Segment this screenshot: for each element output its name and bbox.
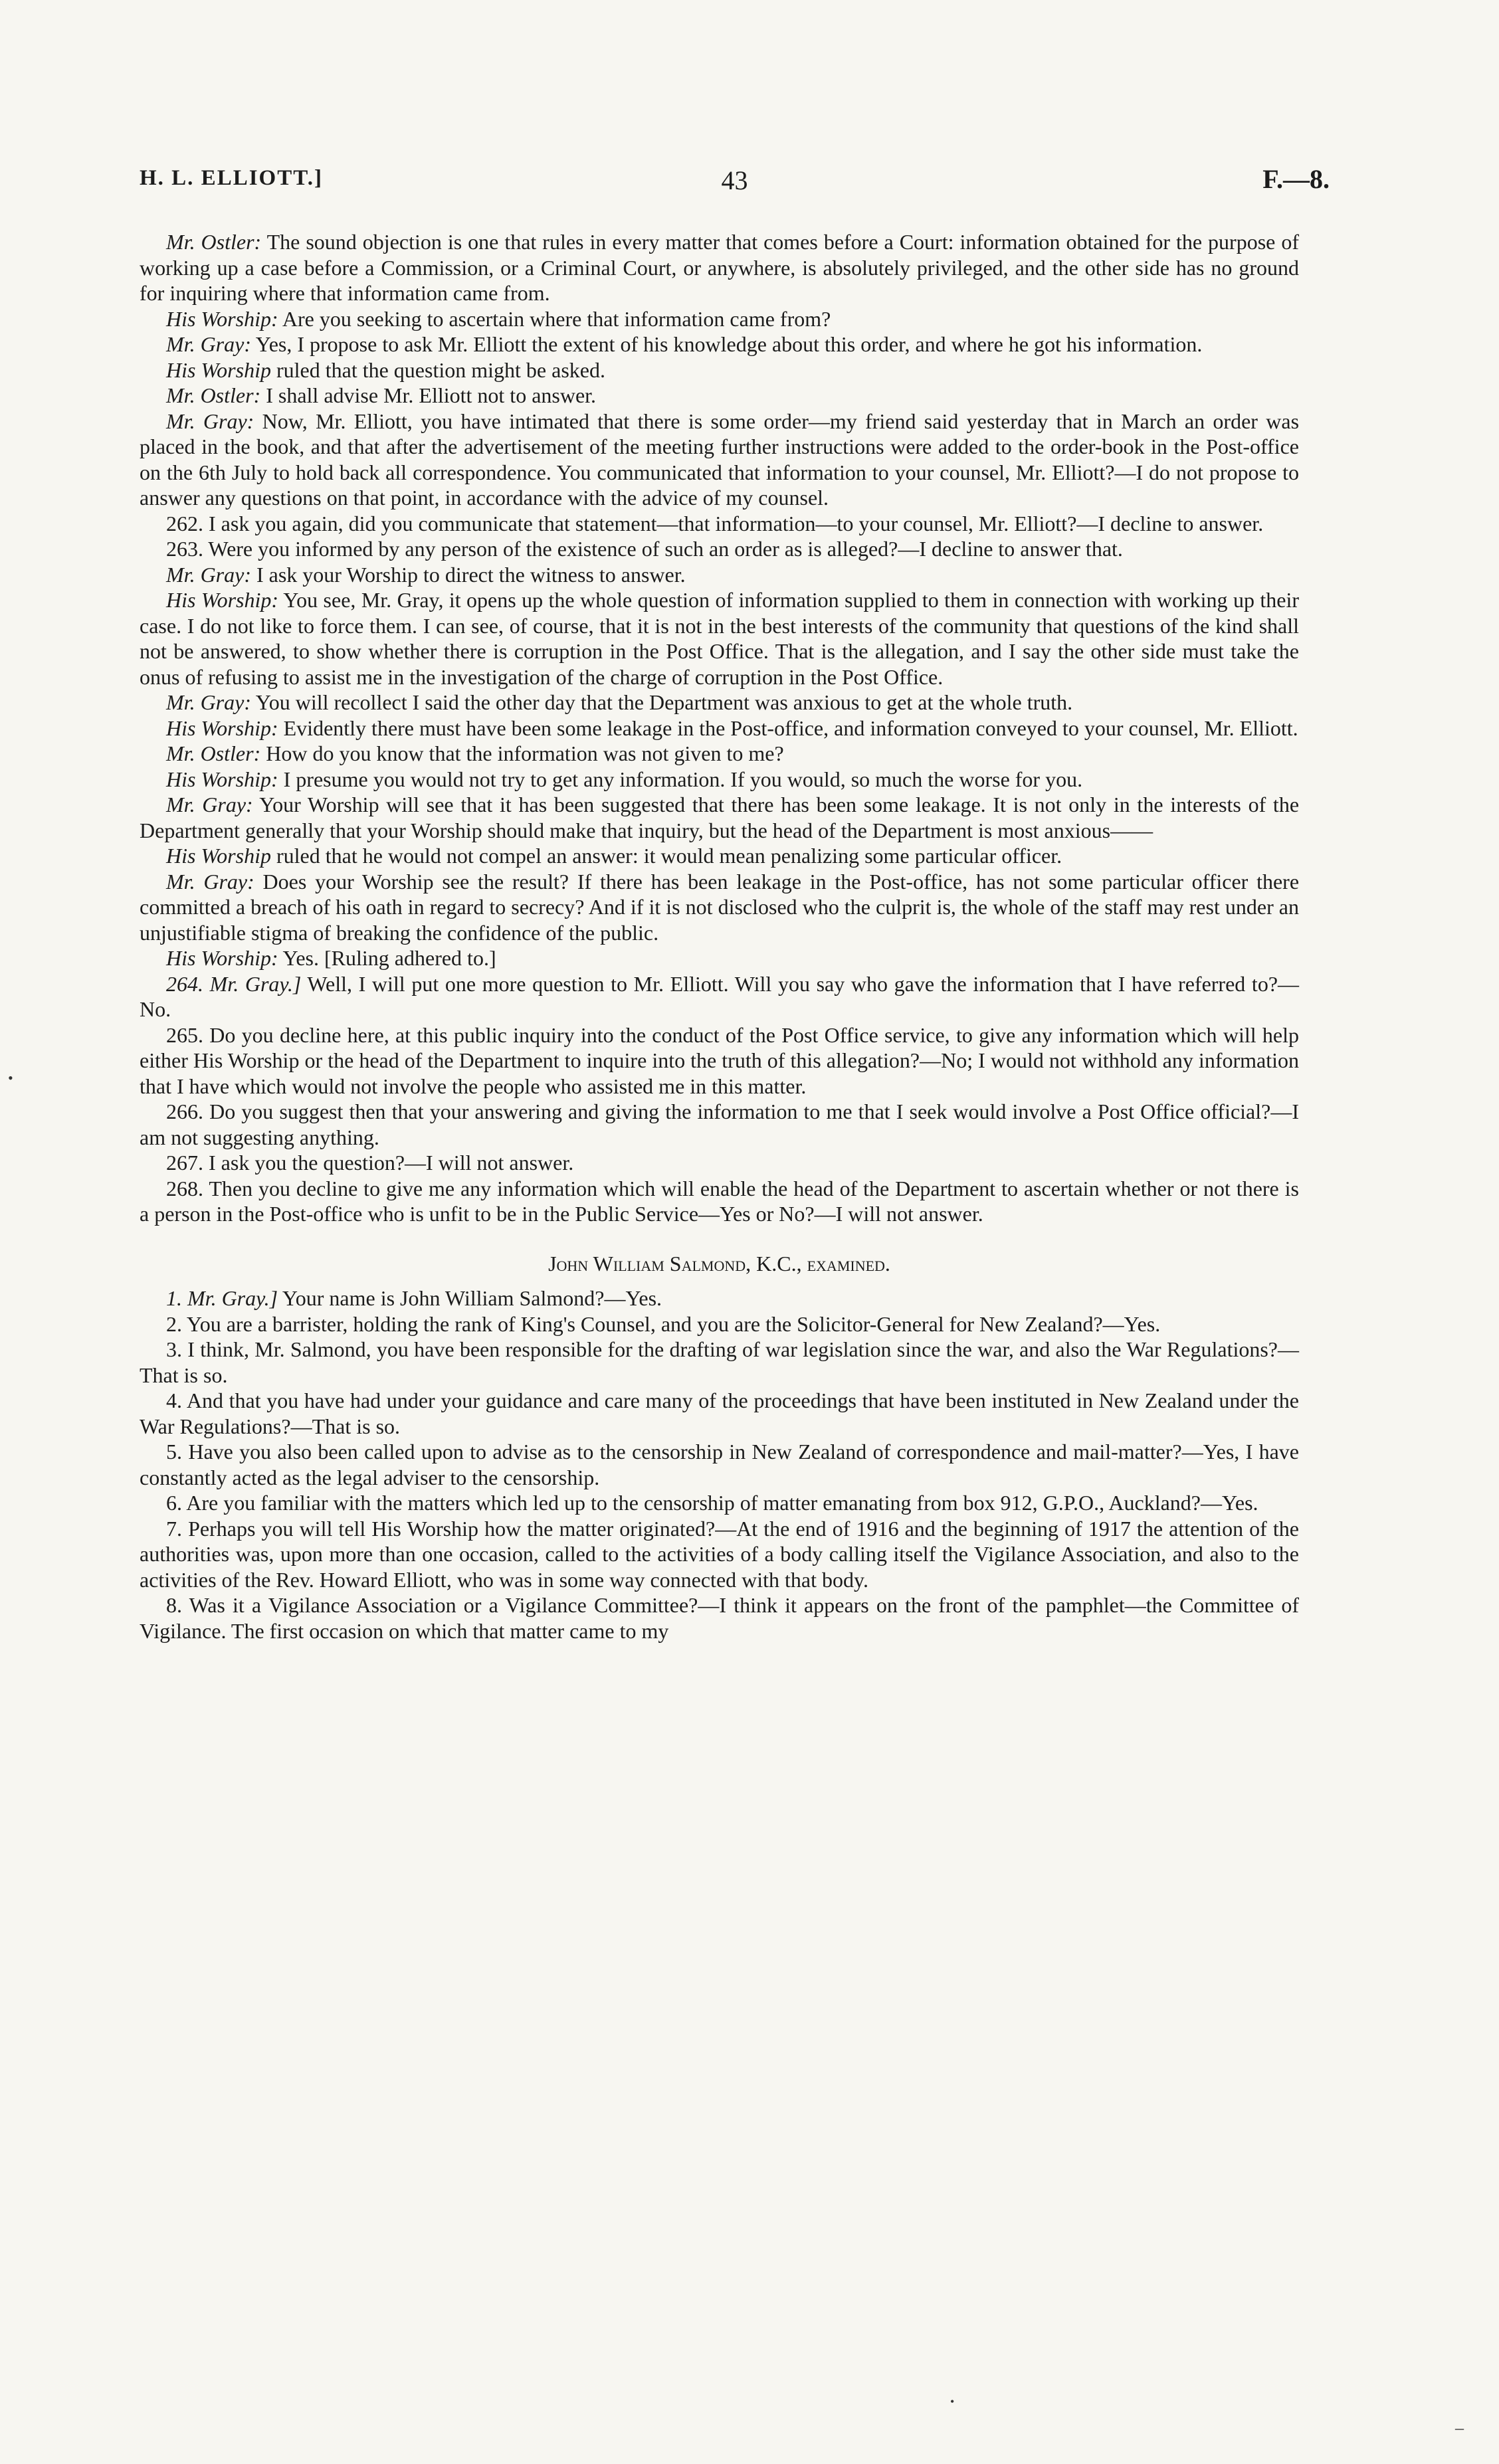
paragraph-text: I ask your Worship to direct the witness to answer. (256, 562, 686, 587)
testimony-paragraph (140, 1516, 1299, 1593)
paragraph-text: 263. Were you informed by any person of the existence of such an order as is alleged?—I decline to answer that. (166, 537, 1123, 561)
speaker-label: His Worship: (166, 715, 278, 740)
speaker-label: His Worship: (166, 767, 278, 791)
testimony-paragraph (140, 511, 1299, 537)
paragraph-text: 8. Was it a Vigilance Association or a Vigilance Committee?—I think it appears on the front of the pamphlet—the Committee of Vigilance. The first occasion on which that matter came to my (140, 1593, 1299, 1643)
testimony-block-1 (140, 229, 1299, 1227)
paragraph-text: 266. Do you suggest then that your answering and giving the information to me that I seek would involve a Post Office official?—I am not suggesting anything. (140, 1099, 1299, 1149)
speaker-label: Mr. Ostler: (166, 741, 261, 765)
testimony-paragraph (140, 741, 1299, 767)
paragraph-text: Now, Mr. Elliott, you have intimated that there is some order—my friend said yesterday that in March an order was placed in the book, and that after the advertisement of the meeting further instructions were added to the order-book in the Post-office on the 6th July to hold back all correspondence. You communicated that information to your counsel, Mr. Elliott?—I do not propose to answer any questions on that point, in accordance with the advice of my counsel. (140, 409, 1300, 510)
paragraph-text: You see, Mr. Gray, it opens up the whole question of information supplied to them in connection with working up their case. I do not like to force them. I can see, of course, that it is not in the best interests of the community that questions of the kind shall not be answered, to show whether there is corruption in the Post Office. That is the allegation, and I say the other side must take the onus of refusing to assist me in the investigation of the charge of corruption in the Post Office. (140, 588, 1300, 689)
page-body (140, 229, 1299, 1644)
testimony-paragraph (140, 1022, 1299, 1099)
testimony-paragraph (140, 357, 1299, 383)
paragraph-text: Yes, I propose to ask Mr. Elliott the extent of his knowledge about this order, and where he got his information. (255, 332, 1203, 356)
speaker-label: Mr. Gray: (166, 869, 254, 894)
paragraph-text: 268. Then you decline to give me any information which will enable the head of the Department to ascertain whether or not there is a person in the Post-office who is unfit to be in the Public Service—Yes or No?—I will not answer. (140, 1176, 1299, 1226)
paragraph-text: ruled that the question might be asked. (276, 357, 605, 382)
paragraph-text: 2. You are a barrister, holding the rank of King's Counsel, and you are the Solicitor-General for New Zealand?—Yes. (166, 1311, 1161, 1336)
testimony-block-2 (140, 1285, 1299, 1644)
testimony-paragraph (140, 587, 1299, 690)
margin-speck: • (8, 1070, 13, 1086)
testimony-paragraph (140, 690, 1299, 715)
testimony-paragraph (140, 843, 1299, 869)
paragraph-text: I presume you would not try to get any information. If you would, so much the worse for you. (283, 767, 1083, 791)
margin-speck: – (1455, 2418, 1464, 2437)
speaker-label: Mr. Ostler: (166, 383, 261, 407)
paragraph-text: 5. Have you also been called upon to advise as to the censorship in New Zealand of correspondence and mail-matter?—Yes, I have constantly acted as the legal adviser to the censorship. (140, 1440, 1299, 1489)
speaker-label: Mr. Gray: (166, 409, 254, 433)
paragraph-text: 265. Do you decline here, at this public inquiry into the conduct of the Post Office service, to give any information which will help either His Worship or the head of the Department to inquire into the truth of this allegation?—No; I would not withhold any information that I have which would not involve the people who assisted me in this matter. (140, 1022, 1299, 1098)
speaker-label: His Worship: (166, 588, 279, 612)
testimony-paragraph (140, 383, 1299, 409)
testimony-paragraph (140, 1439, 1299, 1490)
speaker-label: His Worship (166, 357, 271, 382)
testimony-paragraph (140, 1337, 1299, 1388)
section-heading-text: John William Salmond, K.C., examined. (548, 1251, 890, 1276)
paragraph-text: 3. I think, Mr. Salmond, you have been responsible for the drafting of war legislation since the war, and also the War Regulations?—That is so. (140, 1337, 1299, 1387)
running-head: H. L. ELLIOTT.] (140, 166, 324, 190)
testimony-paragraph (140, 229, 1299, 306)
testimony-paragraph (140, 945, 1299, 971)
speaker-label: His Worship: (166, 306, 278, 331)
testimony-paragraph (140, 792, 1299, 843)
testimony-paragraph (140, 971, 1299, 1022)
testimony-paragraph (140, 1592, 1299, 1644)
speaker-label: Mr. Gray: (166, 793, 253, 816)
speaker-label: 1. Mr. Gray.] (166, 1286, 278, 1310)
testimony-paragraph (140, 332, 1299, 357)
section-heading (140, 1251, 1299, 1277)
paragraph-text: 6. Are you familiar with the matters which led up to the censorship of matter emanating from box 912, G.P.O., Auckland?—Yes. (166, 1491, 1258, 1515)
testimony-paragraph (140, 767, 1299, 793)
speaker-label: His Worship (166, 844, 271, 868)
paragraph-text: 4. And that you have had under your guidance and care many of the proceedings that have been instituted in New Zealand under the War Regulations?—That is so. (140, 1388, 1299, 1438)
speaker-label: Mr. Gray: (166, 332, 251, 356)
testimony-paragraph (140, 409, 1299, 511)
paragraph-text: 7. Perhaps you will tell His Worship how the matter originated?—At the end of 1916 and the beginning of 1917 the attention of the authorities was, upon more than one occasion, called to the activities of a body calling itself the Vigilance Association, and also to the activities of the Rev. Howard Elliott, who was in some way connected with that body. (140, 1516, 1299, 1592)
speaker-label: Mr. Gray: (166, 690, 251, 714)
testimony-paragraph (140, 306, 1299, 332)
testimony-paragraph (140, 1311, 1299, 1337)
testimony-paragraph (140, 869, 1299, 946)
margin-speck: • (950, 2395, 955, 2408)
testimony-paragraph (140, 1176, 1299, 1227)
speaker-label: Mr. Ostler: (166, 230, 262, 254)
paragraph-text: You will recollect I said the other day that the Department was anxious to get at the whole truth. (255, 690, 1073, 714)
speaker-label: Mr. Gray: (166, 562, 251, 587)
testimony-paragraph (140, 1285, 1299, 1311)
paragraph-text: I shall advise Mr. Elliott not to answer. (266, 383, 597, 407)
paragraph-text: Are you seeking to ascertain where that information came from? (282, 306, 831, 331)
paragraph-text: Yes. [Ruling adhered to.] (282, 946, 496, 970)
testimony-paragraph (140, 1388, 1299, 1439)
testimony-paragraph (140, 562, 1299, 588)
speaker-label: His Worship: (166, 946, 278, 970)
testimony-paragraph (140, 536, 1299, 562)
testimony-paragraph (140, 715, 1299, 741)
paragraph-text: ruled that he would not compel an answer: it would mean penalizing some particular officer. (276, 844, 1062, 868)
document-reference: F.—8. (1262, 164, 1330, 194)
testimony-paragraph (140, 1150, 1299, 1176)
speaker-label: 264. Mr. Gray.] (166, 971, 302, 996)
paragraph-text: Your name is John William Salmond?—Yes. (282, 1286, 662, 1310)
paragraph-text: How do you know that the information was not given to me? (266, 741, 784, 765)
paragraph-text: Well, I will put one more question to Mr. Elliott. Will you say who gave the information that I have referred to?—No. (140, 971, 1300, 1021)
paragraph-text: Your Worship will see that it has been suggested that there has been some leakage. It is not only in the interests of the Department generally that your Worship should make that inquiry, but the head of the Department is most anxious—— (140, 793, 1300, 842)
paragraph-text: 262. I ask you again, did you communicate that statement—that information—to your counsel, Mr. Elliott?—I decline to answer. (166, 511, 1264, 535)
paragraph-text: Does your Worship see the result? If there has been leakage in the Post-office, has not some particular officer there committed a breach of his oath in regard to secrecy? And if it is not disclosed who the culprit is, the whole of the staff may rest under an unjustifiable stigma of breaking the confidence of the public. (140, 869, 1300, 945)
paragraph-text: 267. I ask you the question?—I will not answer. (166, 1151, 574, 1175)
paragraph-text: Evidently there must have been some leakage in the Post-office, and information conveyed to your counsel, Mr. Elliott. (283, 715, 1298, 740)
page-header (140, 166, 1330, 206)
page-number: 43 (721, 165, 748, 195)
testimony-paragraph (140, 1490, 1299, 1516)
paragraph-text: The sound objection is one that rules in every matter that comes before a Court: information obtained for the purpose of working up a case before a Commission, or a Criminal Court, or anywhere, is absolutely privileged, and the other side has no ground for inquiring where that information came from. (140, 230, 1300, 305)
testimony-paragraph (140, 1099, 1299, 1150)
